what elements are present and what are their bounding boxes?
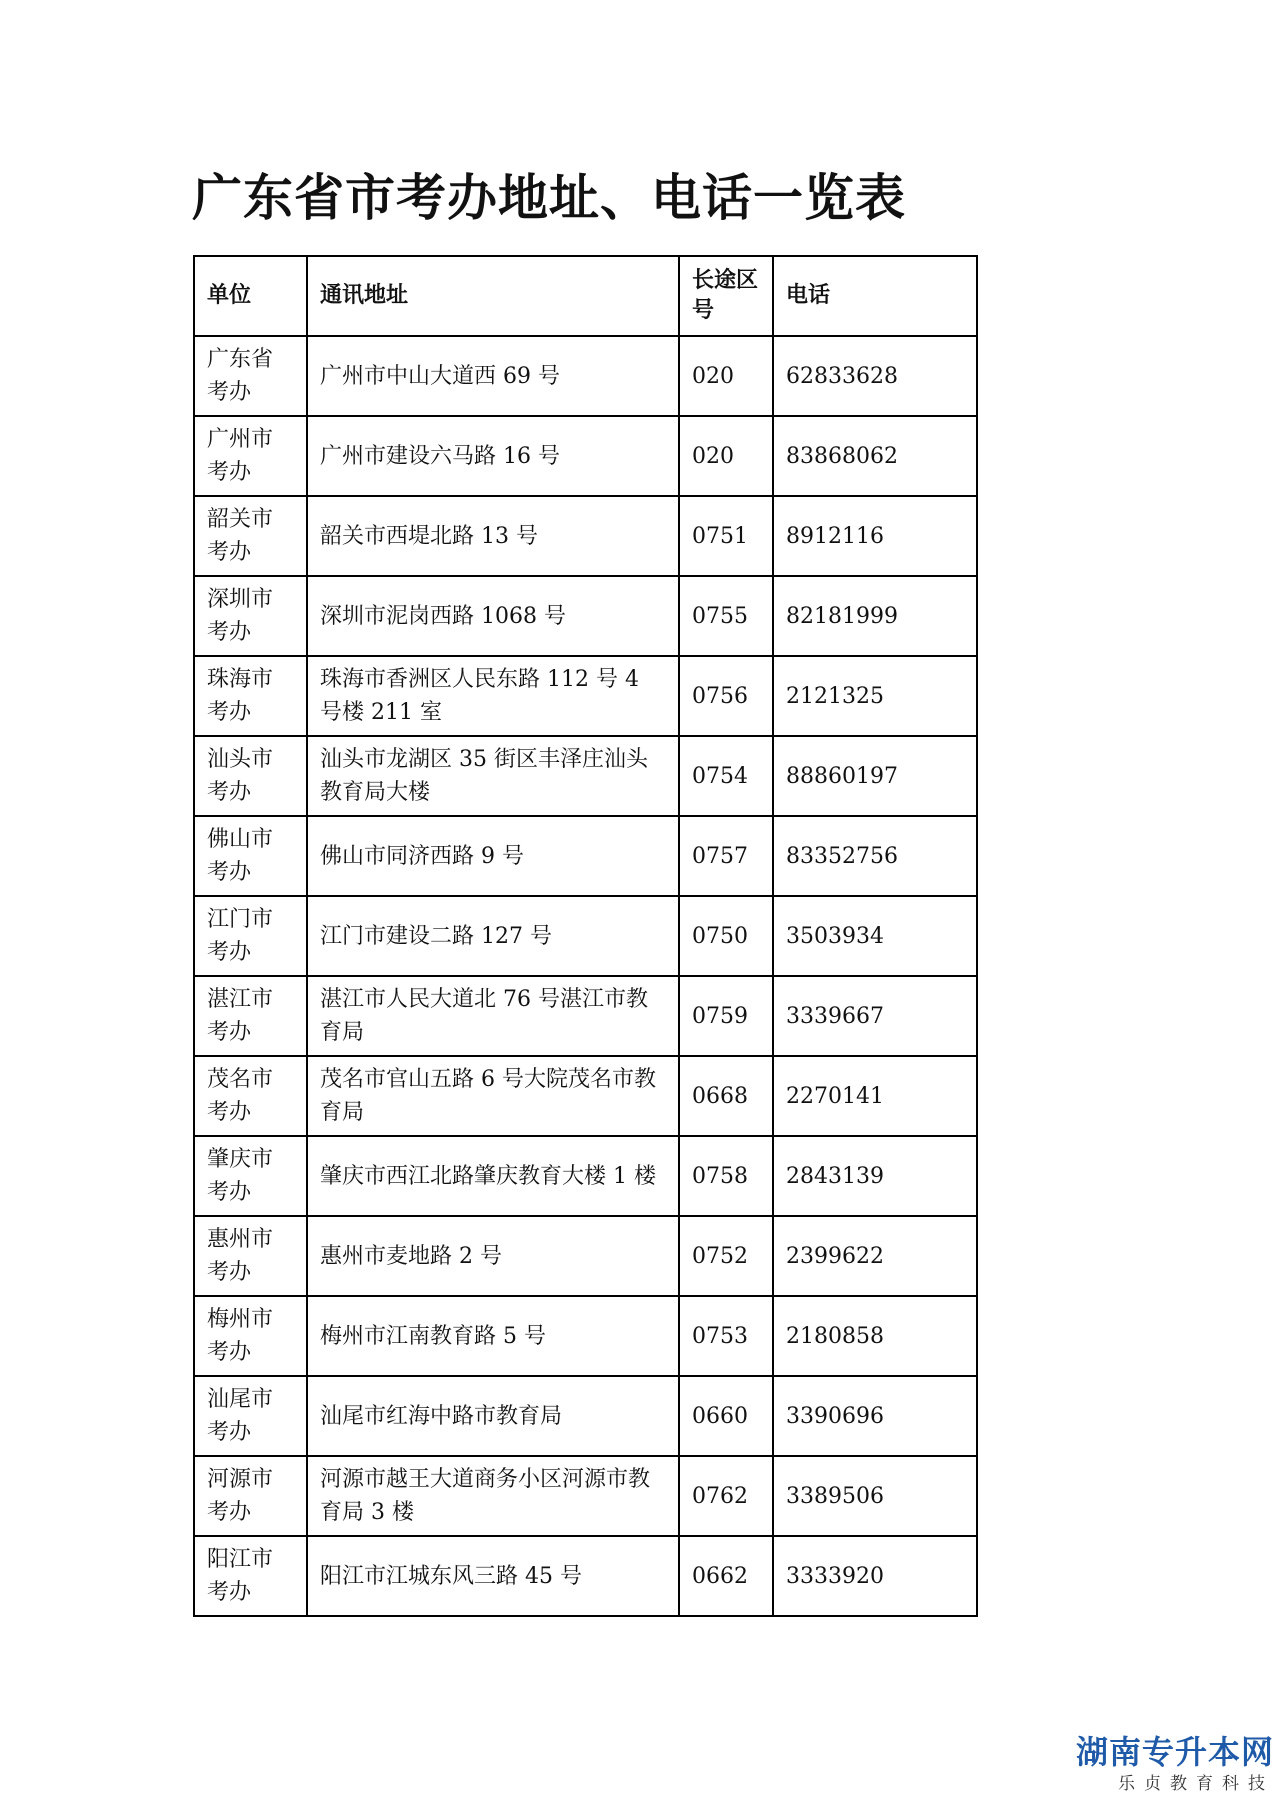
- header-phone: 电话: [773, 256, 977, 336]
- cell-unit: 江门市考办: [194, 896, 307, 976]
- cell-unit: 肇庆市考办: [194, 1136, 307, 1216]
- cell-unit: 珠海市考办: [194, 656, 307, 736]
- table-row: [194, 1136, 977, 1216]
- cell-area-code: 0668: [679, 1056, 773, 1136]
- table-row: [194, 896, 977, 976]
- cell-address: 茂名市官山五路 6 号大院茂名市教育局: [307, 1056, 679, 1136]
- cell-phone: 3333920: [773, 1536, 977, 1616]
- header-unit: 单位: [194, 256, 307, 336]
- table-row: [194, 976, 977, 1056]
- cell-address: 韶关市西堤北路 13 号: [307, 496, 679, 576]
- cell-address: 汕头市龙湖区 35 街区丰泽庄汕头教育局大楼: [307, 736, 679, 816]
- cell-address: 惠州市麦地路 2 号: [307, 1216, 679, 1296]
- cell-phone: 8912116: [773, 496, 977, 576]
- cell-phone: 62833628: [773, 336, 977, 416]
- brand-subtitle: 乐贞教育科技: [1118, 1774, 1274, 1794]
- cell-area-code: 0752: [679, 1216, 773, 1296]
- cell-address: 广州市建设六马路 16 号: [307, 416, 679, 496]
- cell-area-code: 0762: [679, 1456, 773, 1536]
- table-row: [194, 496, 977, 576]
- table-row: [194, 1216, 977, 1296]
- table-header-row: [194, 256, 977, 336]
- cell-area-code: 0662: [679, 1536, 773, 1616]
- cell-phone: 3389506: [773, 1456, 977, 1536]
- cell-address: 湛江市人民大道北 76 号湛江市教育局: [307, 976, 679, 1056]
- brand-name: 湖南专升本网: [1075, 1733, 1274, 1771]
- cell-phone: 2121325: [773, 656, 977, 736]
- cell-address: 珠海市香洲区人民东路 112 号 4 号楼 211 室: [307, 656, 679, 736]
- cell-phone: 2843139: [773, 1136, 977, 1216]
- header-area-code: 长途区号: [679, 256, 773, 336]
- table-row: [194, 736, 977, 816]
- cell-area-code: 0754: [679, 736, 773, 816]
- cell-area-code: 0757: [679, 816, 773, 896]
- cell-phone: 3390696: [773, 1376, 977, 1456]
- cell-address: 汕尾市红海中路市教育局: [307, 1376, 679, 1456]
- table-row: [194, 1296, 977, 1376]
- cell-area-code: 0753: [679, 1296, 773, 1376]
- cell-phone: 2270141: [773, 1056, 977, 1136]
- exam-office-table: [193, 255, 978, 1617]
- cell-unit: 阳江市考办: [194, 1536, 307, 1616]
- table-body: [194, 336, 977, 1616]
- cell-address: 广州市中山大道西 69 号: [307, 336, 679, 416]
- cell-address: 阳江市江城东风三路 45 号: [307, 1536, 679, 1616]
- cell-address: 佛山市同济西路 9 号: [307, 816, 679, 896]
- cell-unit: 湛江市考办: [194, 976, 307, 1056]
- cell-area-code: 0758: [679, 1136, 773, 1216]
- cell-area-code: 0755: [679, 576, 773, 656]
- table-row: [194, 1056, 977, 1136]
- cell-address: 梅州市江南教育路 5 号: [307, 1296, 679, 1376]
- cell-phone: 3339667: [773, 976, 977, 1056]
- cell-area-code: 0660: [679, 1376, 773, 1456]
- cell-unit: 佛山市考办: [194, 816, 307, 896]
- table-row: [194, 1536, 977, 1616]
- page-title: 广东省市考办地址、电话一览表: [192, 169, 906, 227]
- table-row: [194, 1376, 977, 1456]
- header-address: 通讯地址: [307, 256, 679, 336]
- table-row: [194, 416, 977, 496]
- cell-area-code: 0756: [679, 656, 773, 736]
- cell-address: 深圳市泥岗西路 1068 号: [307, 576, 679, 656]
- cell-phone: 83352756: [773, 816, 977, 896]
- cell-address: 江门市建设二路 127 号: [307, 896, 679, 976]
- table-row: [194, 576, 977, 656]
- cell-unit: 汕尾市考办: [194, 1376, 307, 1456]
- cell-phone: 88860197: [773, 736, 977, 816]
- cell-unit: 广州市考办: [194, 416, 307, 496]
- cell-unit: 韶关市考办: [194, 496, 307, 576]
- table-row: [194, 816, 977, 896]
- cell-address: 肇庆市西江北路肇庆教育大楼 1 楼: [307, 1136, 679, 1216]
- cell-unit: 惠州市考办: [194, 1216, 307, 1296]
- cell-area-code: 0751: [679, 496, 773, 576]
- cell-area-code: 020: [679, 336, 773, 416]
- cell-phone: 2399622: [773, 1216, 977, 1296]
- table-row: [194, 336, 977, 416]
- brand-watermark: [1076, 1732, 1274, 1796]
- cell-area-code: 0759: [679, 976, 773, 1056]
- cell-phone: 2180858: [773, 1296, 977, 1376]
- cell-unit: 汕头市考办: [194, 736, 307, 816]
- cell-unit: 茂名市考办: [194, 1056, 307, 1136]
- cell-unit: 梅州市考办: [194, 1296, 307, 1376]
- cell-unit: 河源市考办: [194, 1456, 307, 1536]
- cell-phone: 3503934: [773, 896, 977, 976]
- cell-phone: 82181999: [773, 576, 977, 656]
- cell-area-code: 020: [679, 416, 773, 496]
- cell-unit: 深圳市考办: [194, 576, 307, 656]
- cell-unit: 广东省考办: [194, 336, 307, 416]
- cell-address: 河源市越王大道商务小区河源市教育局 3 楼: [307, 1456, 679, 1536]
- table-row: [194, 1456, 977, 1536]
- cell-phone: 83868062: [773, 416, 977, 496]
- table-row: [194, 656, 977, 736]
- cell-area-code: 0750: [679, 896, 773, 976]
